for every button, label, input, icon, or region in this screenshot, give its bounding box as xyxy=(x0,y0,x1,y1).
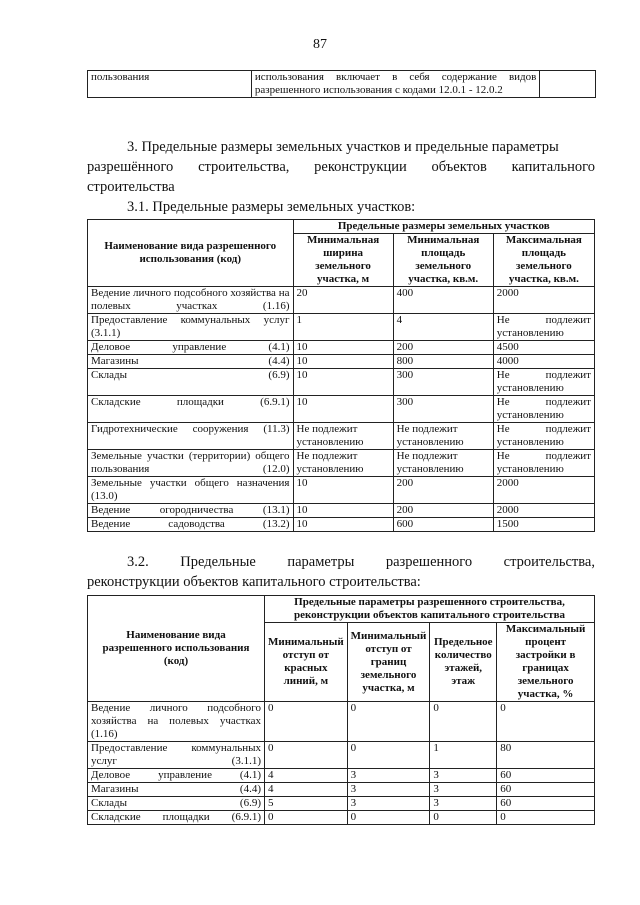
min-width-value: 10 xyxy=(293,341,393,355)
red-lines-value: 0 xyxy=(265,742,348,769)
max-area-value: 2000 xyxy=(493,477,594,504)
top-table-fragment xyxy=(87,70,596,98)
min-width-value: 10 xyxy=(293,504,393,518)
min-area-value: 200 xyxy=(393,477,493,504)
use-type-name: Склады (6.9) xyxy=(88,369,294,396)
section3-word: капитального xyxy=(511,159,595,175)
top-table-col2: использования включает в себя содержание видов разрешенного использования с кодами 12.0.1 - 12.0.2 xyxy=(251,71,539,98)
section32-word: параметры xyxy=(287,554,355,570)
min-width-value: 10 xyxy=(293,518,393,532)
table-row xyxy=(88,450,595,477)
min-area-value: Не подлежит установлению xyxy=(393,450,493,477)
building-params-table xyxy=(87,595,595,825)
t1-header-min-width: Минимальная ширина земельного участка, м xyxy=(293,234,393,287)
min-area-value: 200 xyxy=(393,504,493,518)
table-row xyxy=(88,314,595,341)
red-lines-value: 0 xyxy=(265,702,348,742)
max-area-value: Не подлежит установлению xyxy=(493,369,594,396)
table-row xyxy=(88,423,595,450)
section3-word: разрешённого xyxy=(87,159,174,175)
section3-line2 xyxy=(87,157,595,177)
max-area-value: Не подлежит установлению xyxy=(493,423,594,450)
min-width-value: 10 xyxy=(293,355,393,369)
min-width-value: Не подлежит установлению xyxy=(293,423,393,450)
min-width-value: 10 xyxy=(293,477,393,504)
floors-value: 0 xyxy=(430,811,497,825)
section31-title: 3.1. Предельные размеры земельных участков: xyxy=(127,199,416,215)
plot-borders-value: 0 xyxy=(347,702,430,742)
t2-header-group: Предельные параметры разрешенного строительства, реконструкции объектов капитального строительства xyxy=(265,596,595,623)
min-area-value: 300 xyxy=(393,369,493,396)
table-row xyxy=(88,396,595,423)
max-percent-value: 0 xyxy=(497,702,595,742)
min-width-value: 20 xyxy=(293,287,393,314)
table-row xyxy=(88,783,595,797)
floors-value: 0 xyxy=(430,702,497,742)
section32-line1 xyxy=(127,552,595,572)
red-lines-value: 4 xyxy=(265,783,348,797)
red-lines-value: 5 xyxy=(265,797,348,811)
max-area-value: 4000 xyxy=(493,355,594,369)
table-row xyxy=(88,477,595,504)
min-area-value: 4 xyxy=(393,314,493,341)
max-area-value: 4500 xyxy=(493,341,594,355)
section3-word: объектов xyxy=(431,159,487,175)
top-table-col1: пользования xyxy=(88,71,252,98)
floors-value: 3 xyxy=(430,783,497,797)
table-row xyxy=(88,742,595,769)
table-row xyxy=(88,811,595,825)
t1-header-name: Наименование вида разрешенного использования (код) xyxy=(88,220,294,287)
use-type-name: Земельные участки (территории) общего пользования (12.0) xyxy=(88,450,294,477)
floors-value: 1 xyxy=(430,742,497,769)
min-area-value: Не подлежит установлению xyxy=(393,423,493,450)
min-width-value: 10 xyxy=(293,396,393,423)
section3-line1: 3. Предельные размеры земельных участков и предельные параметры xyxy=(127,139,559,155)
use-type-name: Деловое управление (4.1) xyxy=(88,341,294,355)
use-type-name: Предоставление коммунальных услуг (3.1.1) xyxy=(88,314,294,341)
max-area-value: Не подлежит установлению xyxy=(493,314,594,341)
section32-line2: реконструкции объектов капитального строительства: xyxy=(87,574,421,590)
max-area-value: Не подлежит установлению xyxy=(493,450,594,477)
section32-word: 3.2. xyxy=(127,554,149,570)
section32-word: разрешенного xyxy=(385,554,473,570)
max-area-value: Не подлежит установлению xyxy=(493,396,594,423)
use-type-name: Ведение садоводства (13.2) xyxy=(88,518,294,532)
use-type-name: Земельные участки общего назначения (13.0) xyxy=(88,477,294,504)
section32-word: Предельные xyxy=(180,554,256,570)
max-percent-value: 0 xyxy=(497,811,595,825)
plot-borders-value: 0 xyxy=(347,742,430,769)
section3-word: реконструкции xyxy=(314,159,407,175)
table-row xyxy=(88,355,595,369)
plot-borders-value: 3 xyxy=(347,769,430,783)
table-row xyxy=(88,769,595,783)
t1-header-max-area: Максимальная площадь земельного участка, кв.м. xyxy=(493,234,594,287)
use-type-name: Деловое управление (4.1) xyxy=(88,769,265,783)
table-row xyxy=(88,797,595,811)
table-row xyxy=(88,287,595,314)
t1-header-group: Предельные размеры земельных участков xyxy=(293,220,595,234)
plot-borders-value: 3 xyxy=(347,783,430,797)
red-lines-value: 0 xyxy=(265,811,348,825)
red-lines-value: 4 xyxy=(265,769,348,783)
section32-word: строительства, xyxy=(503,554,595,570)
min-area-value: 300 xyxy=(393,396,493,423)
floors-value: 3 xyxy=(430,769,497,783)
table-row xyxy=(88,702,595,742)
section3-word: строительства, xyxy=(198,159,290,175)
use-type-name: Ведение личного подсобного хозяйства на полевых участках (1.16) xyxy=(88,287,294,314)
plot-borders-value: 3 xyxy=(347,797,430,811)
max-area-value: 1500 xyxy=(493,518,594,532)
max-percent-value: 60 xyxy=(497,797,595,811)
page-number: 87 xyxy=(313,37,327,52)
section3-line3: строительства xyxy=(87,179,175,195)
max-percent-value: 60 xyxy=(497,783,595,797)
max-area-value: 2000 xyxy=(493,504,594,518)
use-type-name: Складские площадки (6.9.1) xyxy=(88,811,265,825)
plot-borders-value: 0 xyxy=(347,811,430,825)
max-area-value: 2000 xyxy=(493,287,594,314)
use-type-name: Ведение личного подсобного хозяйства на полевых участках (1.16) xyxy=(88,702,265,742)
min-area-value: 600 xyxy=(393,518,493,532)
t2-header-max-percent: Максимальный процент застройки в границах земельного участка, % xyxy=(497,623,595,702)
top-table-col3 xyxy=(540,71,596,98)
table-row xyxy=(88,341,595,355)
min-width-value: Не подлежит установлению xyxy=(293,450,393,477)
table-row xyxy=(88,369,595,396)
use-type-name: Складские площадки (6.9.1) xyxy=(88,396,294,423)
use-type-name: Гидротехнические сооружения (11.3) xyxy=(88,423,294,450)
max-percent-value: 60 xyxy=(497,769,595,783)
plot-sizes-table xyxy=(87,219,595,532)
min-area-value: 800 xyxy=(393,355,493,369)
use-type-name: Магазины (4.4) xyxy=(88,783,265,797)
table-row xyxy=(88,518,595,532)
use-type-name: Предоставление коммунальных услуг (3.1.1) xyxy=(88,742,265,769)
min-width-value: 10 xyxy=(293,369,393,396)
t2-header-name: Наименование вида разрешенного использования (код) xyxy=(88,596,265,702)
use-type-name: Склады (6.9) xyxy=(88,797,265,811)
min-area-value: 400 xyxy=(393,287,493,314)
t1-header-min-area: Минимальная площадь земельного участка, кв.м. xyxy=(393,234,493,287)
use-type-name: Ведение огородничества (13.1) xyxy=(88,504,294,518)
table-row xyxy=(88,504,595,518)
min-area-value: 200 xyxy=(393,341,493,355)
floors-value: 3 xyxy=(430,797,497,811)
max-percent-value: 80 xyxy=(497,742,595,769)
t2-header-plot-borders: Минимальный отступ от границ земельного участка, м xyxy=(347,623,430,702)
min-width-value: 1 xyxy=(293,314,393,341)
t2-header-floors: Предельное количество этажей, этаж xyxy=(430,623,497,702)
use-type-name: Магазины (4.4) xyxy=(88,355,294,369)
t2-header-red-lines: Минимальный отступ от красных линий, м xyxy=(265,623,348,702)
